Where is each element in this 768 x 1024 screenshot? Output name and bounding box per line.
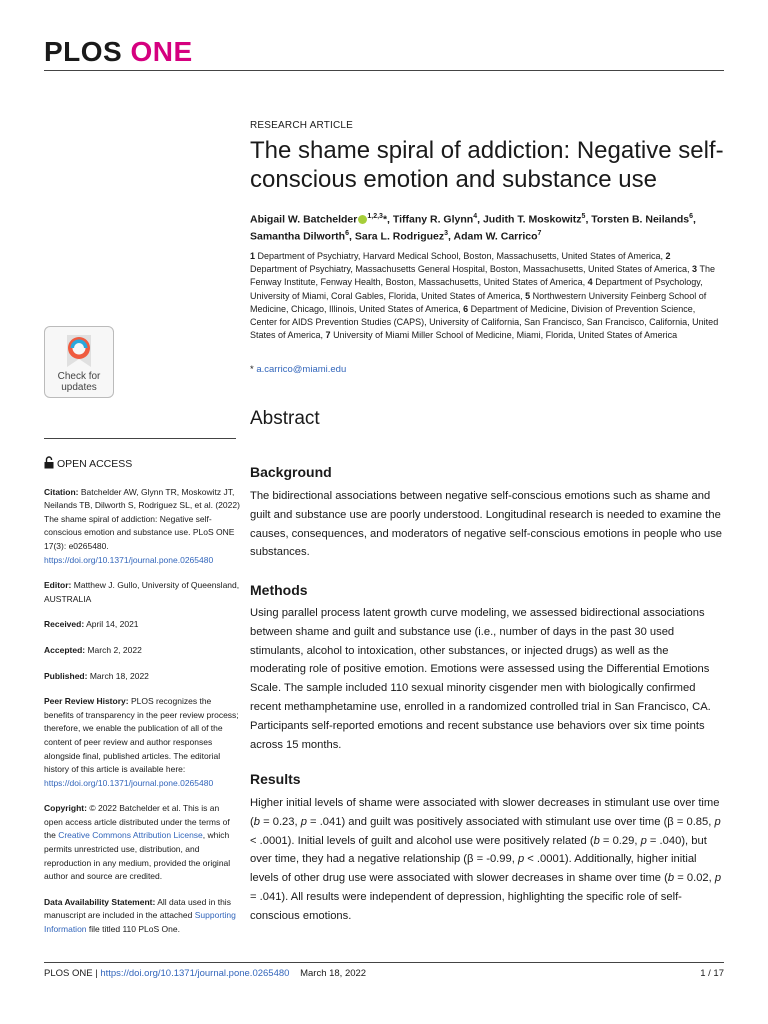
methods-text: Using parallel process latent growth curve modeling, we assessed bidirectional associations between shame and guilt and substance use (i.e., number of days in the past 30 used stimulants, alcohol to intoxication, other substances, or injected drugs) as well as the moderating role of positive emotion. Emotions were assessed using the Differential Emotions Scale. The sample included 110 sexual minority cisgender men with biologically confirmed recent methamphetamine use, enrolled in a randomized controlled trial in San Francisco, CA. Participants self-reported emotions and recent substance use behaviors over six time points across 15 months. bbox=[250, 607, 711, 751]
journal-logo[interactable]: PLOS ONE bbox=[44, 36, 193, 67]
background-text: The bidirectional associations between negative self-conscious emotions such as shame and guilt and substance use are poorly understood. Longitudinal research is needed to examine the causes, consequences, and moderators of negative self-conscious emotions in people who use substances. bbox=[250, 490, 723, 559]
author-name[interactable]: Torsten B. Neilands bbox=[591, 213, 690, 226]
data-availability-block: Data Availability Statement: All data used in this manuscript are included in the attached Supporting Information file titled 110 PLoS One. bbox=[44, 896, 236, 935]
citation-doi-link[interactable]: https://doi.org/10.1371/journal.pone.0265480 bbox=[44, 554, 214, 565]
article-title: The shame spiral of addiction: Negative self-conscious emotion and substance use bbox=[250, 137, 724, 193]
author-name[interactable]: Judith T. Moskowitz bbox=[482, 213, 582, 226]
author-affiliation-marker: 6 bbox=[689, 213, 694, 220]
peer-review-link[interactable]: https://doi.org/10.1371/journal.pone.0265480 bbox=[44, 777, 214, 788]
footer-doi-link[interactable]: https://doi.org/10.1371/journal.pone.0265480 bbox=[100, 968, 290, 979]
background-heading: Background bbox=[250, 464, 332, 480]
affiliation-list bbox=[250, 250, 720, 342]
author-affiliation-marker: 7 bbox=[537, 229, 542, 237]
affiliation-number: 7 bbox=[325, 330, 334, 341]
affiliation-text: Department of Psychology, University of Miami, Coral Gables, Florida, United States of America, bbox=[250, 277, 703, 301]
corresponding-email-link[interactable]: a.carrico@miami.edu bbox=[256, 364, 347, 375]
badge-line-1: Check for bbox=[57, 371, 101, 382]
affiliation-number: 2 bbox=[665, 251, 671, 261]
author-affiliation-marker: 3 bbox=[444, 229, 449, 237]
affiliation-number: 4 bbox=[587, 277, 596, 288]
affiliation-text: Northwestern University Feinberg School of Medicine, Chicago, Illinois, United States of America, bbox=[250, 290, 707, 314]
author-name[interactable]: Abigail W. Batchelder bbox=[250, 213, 358, 226]
article-info-sidebar bbox=[44, 456, 240, 949]
author-list: Abigail W. Batchelder $^{1,2,3}$*, Tiffany R. Glynn$^4$, Judith T. Moskowitz$^5$, Torsten B. Neilands$^6$, Samantha Dilworth$^6$, Sara L. Rodriguez$^3$, Adam W. Carrico$^7$ bbox=[250, 213, 696, 242]
results-text: Higher initial levels of shame were associated with slower decreases in stimulant use over time (b = 0.23, p = .041) and guilt was positively associated with stimulant use over time (β = 0.85, p < .0001). Initial levels of guilt and alcohol use were positively related (b = 0.29, p = .040), but over time, they had a negative relationship (β = -0.99, p < .0001). Additionally, higher initial levels of other drug use were associated with slower decreases in shame over time (b = 0.02, p = .041). All results were independent of depression, highlighting the specific role of self-conscious emotions. bbox=[250, 797, 722, 922]
published-date: Published: March 18, 2022 bbox=[44, 670, 149, 681]
footer-divider bbox=[44, 962, 724, 963]
affiliation-text: Department of Psychiatry, Harvard Medical School, Boston, Massachusetts, United States of America, bbox=[257, 251, 666, 261]
orcid-icon[interactable] bbox=[358, 215, 367, 224]
sidebar-divider bbox=[44, 438, 236, 439]
received-date: Received: April 14, 2021 bbox=[44, 619, 139, 630]
editor-block: Editor: Matthew J. Gullo, University of Queensland, AUSTRALIA bbox=[44, 580, 240, 604]
results-heading: Results bbox=[250, 771, 301, 787]
check-for-updates-badge[interactable] bbox=[44, 326, 114, 398]
affiliation-text: Department of Medicine, Division of Prevention Science, Center for AIDS Prevention Studies (CAPS), University of California, San Francisco, San Francisco, California, United States of America, bbox=[250, 303, 719, 341]
affiliation-text: University of Miami Miller School of Medicine, Miami, Florida, United States of America bbox=[333, 330, 678, 341]
author-name[interactable]: Samantha Dilworth bbox=[250, 230, 346, 242]
author-affiliation-marker: 1,2,3 bbox=[367, 213, 383, 220]
affiliation-text: Department of Psychiatry, Massachusetts General Hospital, Boston, Massachusetts, United States of America, bbox=[250, 264, 693, 275]
peer-review-block: Peer Review History: PLOS recognizes the benefits of transparency in the peer review process; therefore, we enable the publication of all of the content of peer review and author responses alongside final, published articles. The editorial history of this article is available here: https://doi.org/10.1371/journal.pone.0265480 bbox=[44, 696, 239, 788]
corresponding-author: * a.carrico@miami.edu bbox=[250, 364, 347, 375]
author-affiliation-marker: 4 bbox=[473, 213, 478, 220]
supporting-information-link[interactable]: Supporting Information bbox=[44, 910, 236, 935]
badge-line-2: updates bbox=[61, 382, 97, 393]
author-name[interactable]: Adam W. Carrico bbox=[453, 230, 538, 242]
affiliation-number: 6 bbox=[463, 303, 471, 314]
affiliation-number: 1 bbox=[250, 251, 258, 261]
abstract-heading: Abstract bbox=[250, 408, 320, 429]
author-affiliation-marker: 5 bbox=[581, 213, 586, 220]
article-type: RESEARCH ARTICLE bbox=[250, 120, 354, 131]
accepted-date: Accepted: March 2, 2022 bbox=[44, 644, 142, 655]
author-affiliation-marker: 6 bbox=[345, 229, 350, 237]
page-footer: PLOS ONE | https://doi.org/10.1371/journal.pone.0265480 March 18, 2022 bbox=[44, 968, 367, 979]
copyright-block: Copyright: © 2022 Batchelder et al. This is an open access article distributed under the terms of the Creative Commons Attribution License, which permits unrestricted use, distribution, and reproduction in any medium, provided the original author and source are credited. bbox=[44, 803, 231, 882]
open-lock-icon bbox=[44, 456, 54, 469]
cc-license-link[interactable]: Creative Commons Attribution License bbox=[58, 830, 203, 841]
header-divider bbox=[44, 70, 724, 71]
author-name[interactable]: Tiffany R. Glynn bbox=[392, 213, 474, 226]
affiliation-text: The Fenway Institute, Fenway Health, Boston, Massachusetts, United States of America, bbox=[250, 264, 716, 288]
citation-block: Citation: Batchelder AW, Glynn TR, Moskowitz JT, Neilands TB, Dilworth S, Rodriguez SL, et al. (2022) The shame spiral of addiction: Negative self-conscious emotion and substance use. PLoS ONE 17(3): e0265480. https://doi.org/10.1371/journal.pone.0265480 bbox=[44, 486, 240, 565]
affiliation-number: 5 bbox=[525, 290, 533, 301]
bookmark-icon bbox=[64, 333, 94, 369]
author-name[interactable]: Sara L. Rodriguez bbox=[354, 230, 445, 242]
affiliation-number: 3 bbox=[692, 264, 700, 275]
methods-heading: Methods bbox=[250, 582, 308, 598]
page-number: 1 / 17 bbox=[700, 968, 724, 979]
open-access-label: OPEN ACCESS bbox=[44, 456, 240, 472]
